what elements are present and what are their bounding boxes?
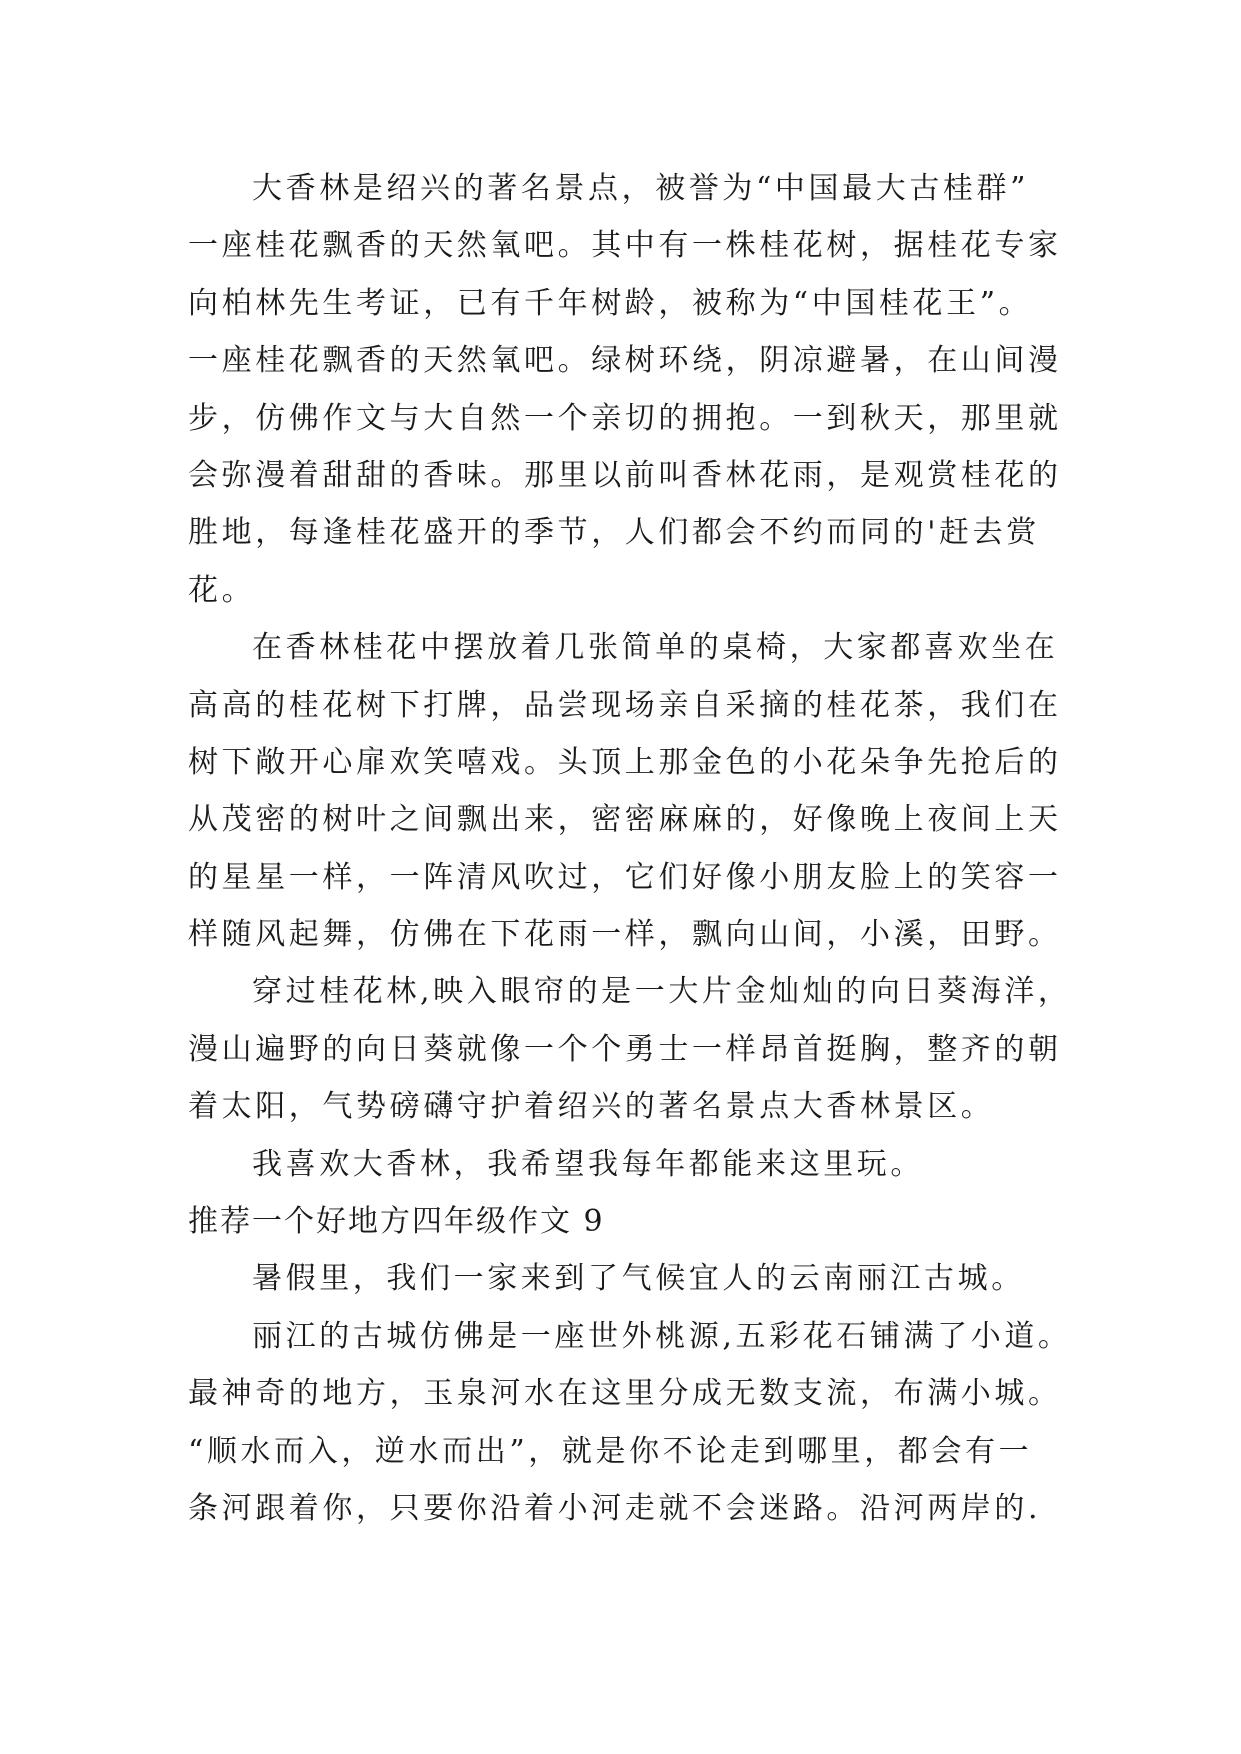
- text-line: 的星星一样，一阵清风吹过，它们好像小朋友脸上的笑容一: [188, 859, 1062, 895]
- text-line: 高高的桂花树下打牌，品尝现场亲自采摘的桂花茶，我们在: [188, 687, 1062, 723]
- text-line: 在香林桂花中摆放着几张简单的桌椅，大家都喜欢坐在: [252, 630, 1059, 666]
- text-line: 漫山遍野的向日葵就像一个个勇士一样昂首挺胸，整齐的朝: [188, 1031, 1062, 1067]
- text-line: 会弥漫着甜甜的香味。那里以前叫香林花雨，是观赏桂花的: [188, 457, 1062, 493]
- text-line: 着太阳，气势磅礴守护着绍兴的著名景点大香林景区。: [188, 1089, 995, 1125]
- essay-text: [188, 160, 1072, 1537]
- text-line: 一座桂花飘香的天然氧吧。绿树环绕，阴凉避暑，在山间漫: [188, 343, 1062, 379]
- text-line: 向柏林先生考证，已有千年树龄，被称为“中国桂花王”。: [188, 285, 1033, 321]
- text-line: “顺水而入，逆水而出”，就是你不论走到哪里，都会有一: [188, 1433, 1033, 1469]
- text-line: 暑假里，我们一家来到了气候宜人的云南丽江古城。: [252, 1261, 1025, 1297]
- text-line: 穿过桂花林,映入眼帘的是一大片金灿灿的向日葵海洋，: [252, 974, 1072, 1010]
- text-line: 条河跟着你，只要你沿着小河走就不会迷路。沿河两岸的.: [188, 1490, 1042, 1526]
- text-line: 最神奇的地方，玉泉河水在这里分成无数支流，布满小城。: [188, 1376, 1062, 1412]
- text-line: 一座桂花飘香的天然氧吧。其中有一株桂花树，据桂花专家: [188, 228, 1062, 264]
- text-line: 丽江的古城仿佛是一座世外桃源,五彩花石铺满了小道。: [252, 1318, 1072, 1354]
- text-line: 花。: [188, 572, 256, 608]
- text-line: 树下敞开心扉欢笑嘻戏。头顶上那金色的小花朵争先抢后的: [188, 744, 1062, 780]
- text-line: 胜地，每逢桂花盛开的季节，人们都会不约而同的'赶去赏: [188, 515, 1040, 551]
- text-line: 样随风起舞，仿佛在下花雨一样，飘向山间，小溪，田野。: [188, 917, 1062, 953]
- text-line: 我喜欢大香林，我希望我每年都能来这里玩。: [252, 1146, 924, 1182]
- text-line: 步，仿佛作文与大自然一个亲切的拥抱。一到秋天，那里就: [188, 400, 1062, 436]
- text-line: 从茂密的树叶之间飘出来，密密麻麻的，好像晚上夜间上天: [188, 802, 1062, 838]
- section-heading: 推荐一个好地方四年级作文 9: [188, 1204, 605, 1240]
- text-line: 大香林是绍兴的著名景点，被誉为“中国最大古桂群”: [252, 171, 1030, 206]
